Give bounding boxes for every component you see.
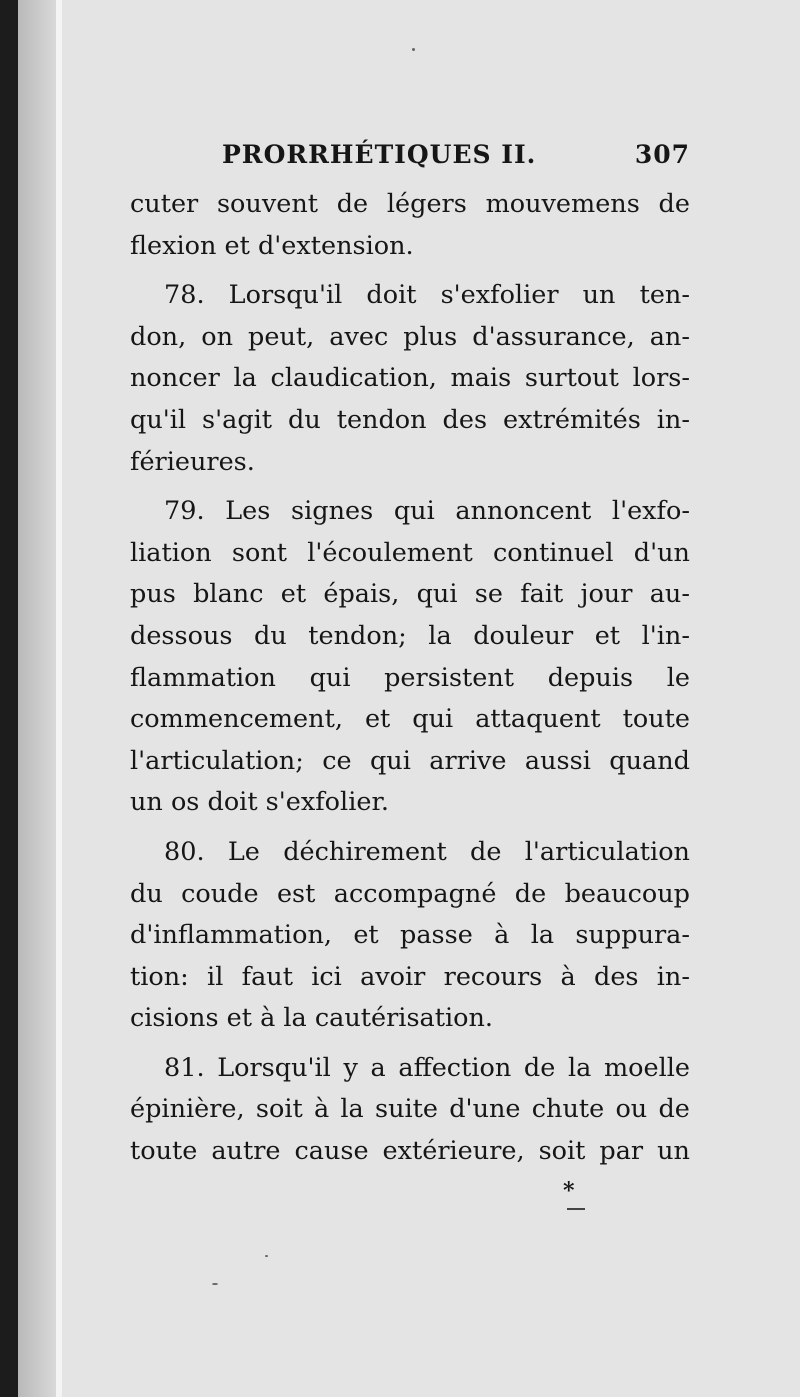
text-line: flexion et d'extension.	[130, 230, 414, 261]
text-line: qu'il s'agit du tendon des extrémités in-	[130, 404, 690, 435]
page-text	[130, 140, 690, 1173]
text-line: noncer la claudication, mais surtout lors-	[130, 363, 690, 394]
paragraph-81-start: 81. Lorsqu'il y a affection de la moelle	[164, 1052, 690, 1083]
text-line: commencement, et qui attaquent toute	[130, 704, 690, 735]
running-title: PRORRHÉTIQUES II.	[222, 140, 537, 169]
text-line: épinière, soit à la suite d'une chute ou de	[130, 1094, 690, 1125]
paragraph-80-start: 80. Le déchirement de l'articulation	[164, 836, 690, 867]
text-line: dessous du tendon; la douleur et l'in-	[130, 620, 690, 651]
text-line: pus blanc et épais, qui se fait jour au-	[130, 579, 690, 610]
text-line: liation sont l'écoulement continuel d'un	[130, 537, 690, 568]
text-line: férieures.	[130, 446, 255, 477]
text-line: flammation qui persistent depuis le	[130, 662, 690, 693]
text-line: don, on peut, avec plus d'assurance, an-	[130, 321, 690, 352]
text-line: cisions et à la cautérisation.	[130, 1003, 494, 1034]
paper-speck	[265, 1255, 268, 1257]
running-header	[130, 140, 690, 184]
paragraph-78-start: 78. Lorsqu'il doit s'exfolier un ten-	[164, 280, 690, 311]
page-number: 307	[634, 140, 690, 169]
text-line: d'inflammation, et passe à la suppura-	[130, 920, 690, 951]
paragraph-79-start: 79. Les signes qui annoncent l'exfo-	[164, 496, 690, 527]
text-line: cuter souvent de légers mouvemens de	[130, 189, 690, 219]
text-line: toute autre cause extérieure, soit par un	[130, 1136, 690, 1167]
paper-speck	[412, 48, 415, 51]
text-line: un os doit s'exfolier.	[130, 787, 389, 818]
paper-speck	[212, 1283, 218, 1285]
text-line: l'articulation; ce qui arrive aussi quand	[130, 745, 690, 776]
signature-mark: *	[563, 1178, 575, 1204]
text-line: du coude est accompagné de beaucoup	[130, 878, 690, 909]
signature-dash	[567, 1208, 585, 1210]
text-line: tion: il faut ici avoir recours à des in-	[130, 961, 690, 992]
